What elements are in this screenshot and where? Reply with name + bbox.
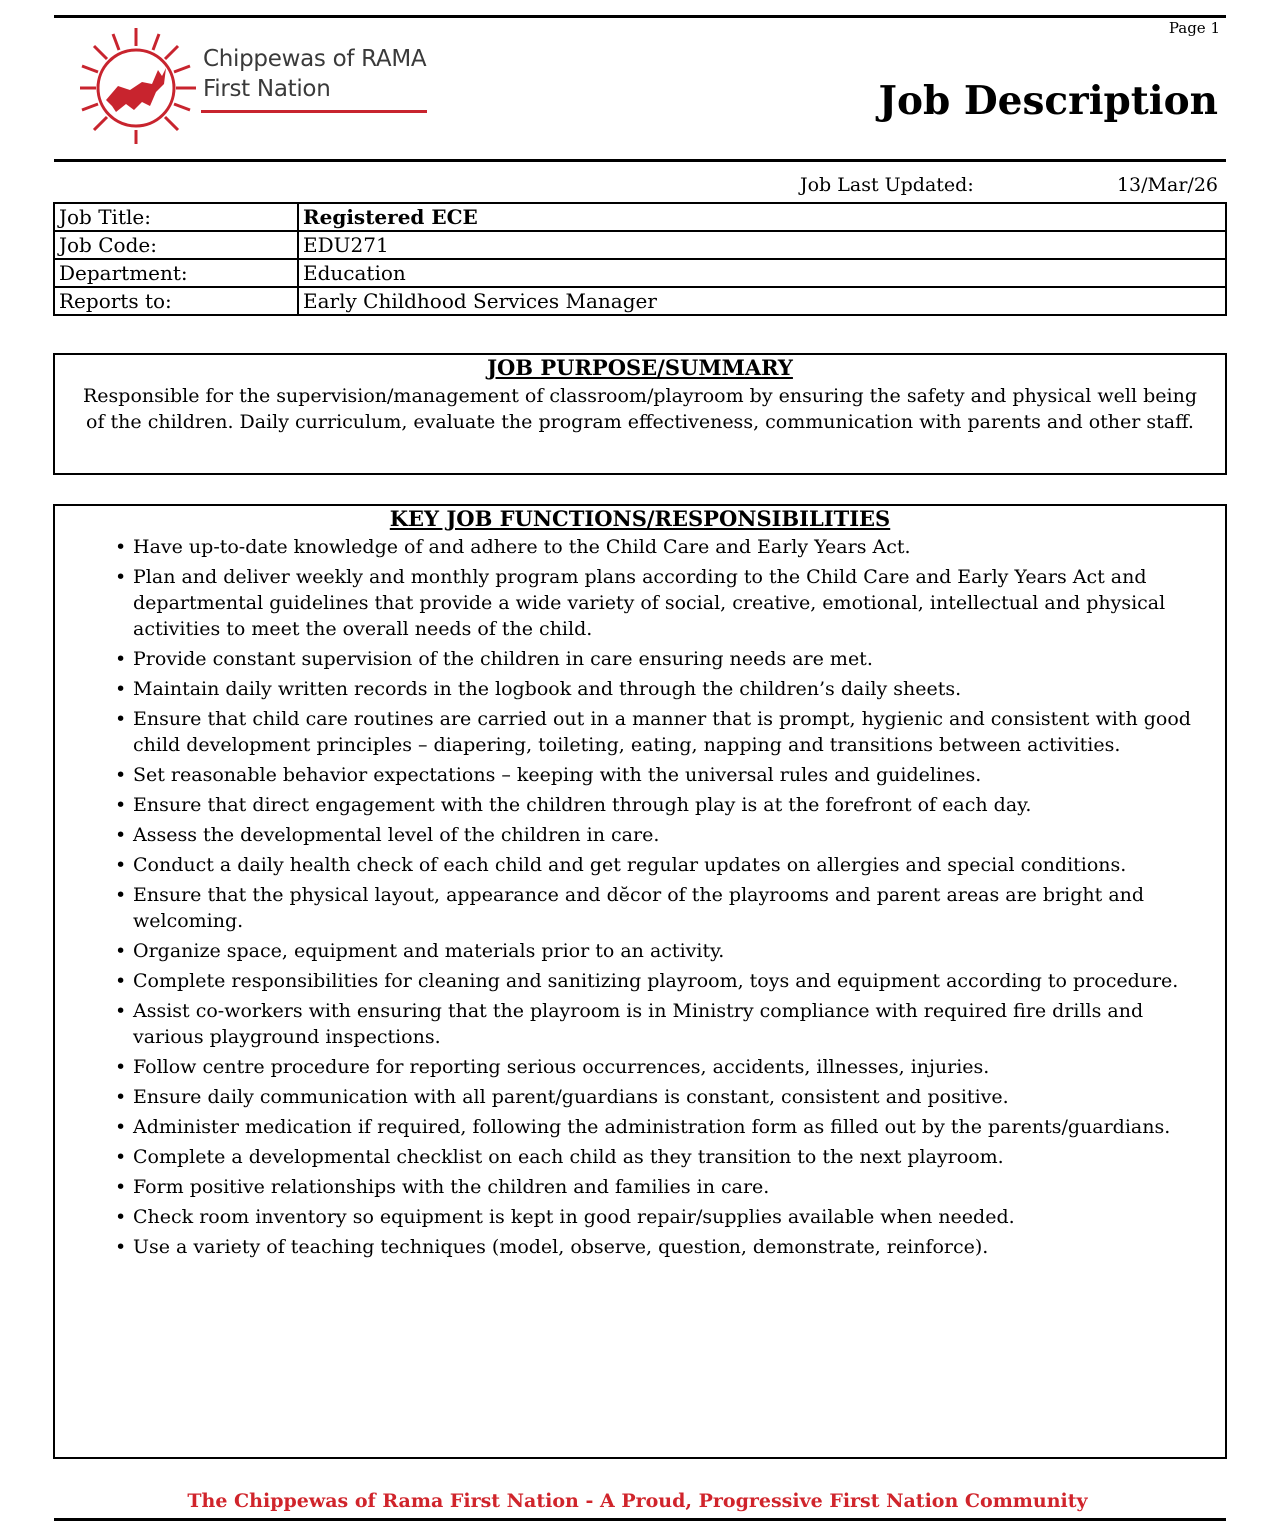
footer-tagline: The Chippewas of Rama First Nation - A Proud, Progressive First Nation Community bbox=[187, 1490, 1088, 1512]
list-item: • Assess the developmental level of the children in care. bbox=[55, 822, 1225, 848]
summary-section bbox=[53, 353, 1227, 475]
list-item: • Assist co-workers with ensuring that the playroom is in Ministry compliance with required fire drills and various playground inspections. bbox=[55, 998, 1225, 1050]
job-title-label: Job Title: bbox=[54, 203, 298, 231]
list-item: • Administer medication if required, following the administration form as filled out by the parents/guardians. bbox=[55, 1114, 1225, 1140]
document-title: Job Description bbox=[878, 78, 1218, 124]
last-updated-label: Job Last Updated: bbox=[800, 174, 974, 196]
list-item: • Set reasonable behavior expectations – keeping with the universal rules and guidelines. bbox=[55, 762, 1225, 788]
list-item: • Check room inventory so equipment is kept in good repair/supplies available when needed. bbox=[55, 1204, 1225, 1230]
department-value: Education bbox=[298, 259, 1226, 287]
org-name-line1: Chippewas of RAMA bbox=[203, 46, 427, 72]
job-info-table bbox=[53, 202, 1227, 316]
list-item: • Plan and deliver weekly and monthly program plans according to the Child Care and Early Years Act and departmental guidelines that provide a wide variety of social, creative, emotional, intellectual and physical activities to meet the overall needs of the child. bbox=[55, 564, 1225, 642]
table-row bbox=[54, 259, 1226, 287]
list-item: • Use a variety of teaching techniques (model, observe, question, demonstrate, reinforce). bbox=[55, 1234, 1225, 1260]
reports-to-label: Reports to: bbox=[54, 287, 298, 315]
sun-logo-icon bbox=[76, 26, 201, 144]
table-row bbox=[54, 203, 1226, 231]
list-item: • Ensure that direct engagement with the children through play is at the forefront of each day. bbox=[55, 792, 1225, 818]
list-item: • Ensure that child care routines are carried out in a manner that is prompt, hygienic and consistent with good child development principles – diapering, toileting, eating, napping and transitions between activities. bbox=[55, 706, 1225, 758]
page-number: Page 1 bbox=[1168, 19, 1220, 37]
list-item: • Provide constant supervision of the children in care ensuring needs are met. bbox=[55, 646, 1225, 672]
last-updated-value: 13/Mar/26 bbox=[1116, 174, 1218, 196]
table-row bbox=[54, 231, 1226, 259]
summary-heading: JOB PURPOSE/SUMMARY bbox=[487, 355, 793, 380]
table-row bbox=[54, 287, 1226, 315]
list-item: • Complete a developmental checklist on each child as they transition to the next playroom. bbox=[55, 1144, 1225, 1170]
list-item: • Conduct a daily health check of each child and get regular updates on allergies and special conditions. bbox=[55, 852, 1225, 878]
list-item: • Follow centre procedure for reporting serious occurrences, accidents, illnesses, injuries. bbox=[55, 1054, 1225, 1080]
functions-section bbox=[53, 504, 1227, 1459]
list-item: • Complete responsibilities for cleaning and sanitizing playroom, toys and equipment according to procedure. bbox=[55, 968, 1225, 994]
logo-underline bbox=[201, 110, 427, 113]
job-code-label: Job Code: bbox=[54, 231, 298, 259]
header-rule bbox=[54, 159, 1226, 162]
list-item: • Ensure that the physical layout, appearance and dĕcor of the playrooms and parent areas are bright and welcoming. bbox=[55, 882, 1225, 934]
list-item: • Organize space, equipment and materials prior to an activity. bbox=[55, 938, 1225, 964]
org-name-line2: First Nation bbox=[203, 76, 331, 102]
functions-list bbox=[55, 534, 1225, 1260]
job-code-value: EDU271 bbox=[298, 231, 1226, 259]
list-item: • Form positive relationships with the children and families in care. bbox=[55, 1174, 1225, 1200]
org-logo bbox=[76, 26, 436, 144]
bottom-rule bbox=[54, 1518, 1226, 1521]
reports-to-value: Early Childhood Services Manager bbox=[298, 287, 1226, 315]
job-title-value: Registered ECE bbox=[298, 203, 1226, 231]
list-item: • Have up-to-date knowledge of and adhere to the Child Care and Early Years Act. bbox=[55, 534, 1225, 560]
top-rule bbox=[54, 15, 1226, 18]
functions-heading: KEY JOB FUNCTIONS/RESPONSIBILITIES bbox=[389, 506, 891, 531]
org-name bbox=[203, 44, 426, 104]
list-item: • Maintain daily written records in the logbook and through the children’s daily sheets. bbox=[55, 676, 1225, 702]
department-label: Department: bbox=[54, 259, 298, 287]
list-item: • Ensure daily communication with all parent/guardians is constant, consistent and positive. bbox=[55, 1084, 1225, 1110]
summary-text: Responsible for the supervision/management of classroom/playroom by ensuring the safety and physical well being of the children. Daily curriculum, evaluate the program effectiveness, communication with parents and other staff. bbox=[83, 385, 1197, 433]
